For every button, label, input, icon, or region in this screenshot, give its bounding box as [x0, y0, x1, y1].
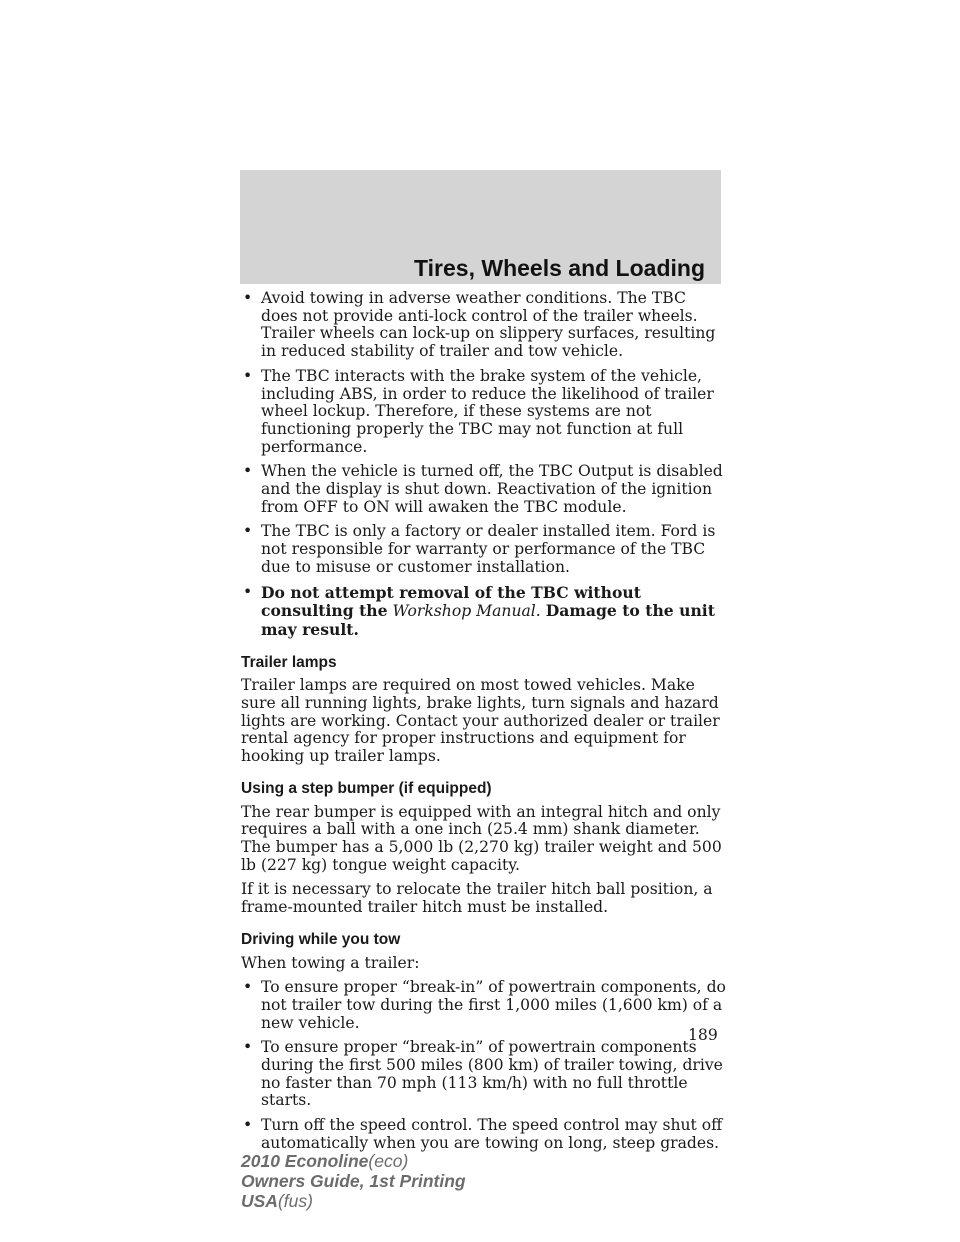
bullet-item: • The TBC interacts with the brake system of the vehicle, including ABS, in order to reduce the likelihood of trailer wheel lockup. Therefore, if these systems are not functioning properly the TBC may not function at full performance.: [241, 368, 727, 457]
chapter-header-band: [240, 170, 721, 284]
trailer-lamps-paragraph: Trailer lamps are required on most towed vehicles. Make sure all running lights, brake lights, turn signals and hazard lights are working. Contact your authorized dealer or trailer rental agency for proper instructions and equipment for hooking up trailer lamps.: [241, 676, 720, 766]
driving-intro: When towing a trailer:: [241, 953, 420, 972]
heading-driving-while-tow: Driving while you tow: [241, 930, 401, 948]
page-number: 189: [688, 1026, 718, 1044]
heading-step-bumper: Using a step bumper (if equipped): [241, 779, 492, 797]
step-bumper-paragraph: The rear bumper is equipped with an integral hitch and only requires a ball with a one inch (25.4 mm) shank diameter. The bumper has a 5,000 lb (2,270 kg) trailer weight and 500 lb (227 kg) tongue weight capacity.: [241, 802, 722, 874]
bullet-item: • Avoid towing in adverse weather conditions. The TBC does not provide anti-lock control of the trailer wheels. Trailer wheels can lock-up on slippery surfaces, resulting in reduced stability of trailer and tow vehicle.: [241, 290, 727, 361]
bullet-item: • To ensure proper “break-in” of powertrain components, do not trailer tow during the first 1,000 miles (1,600 km) of a new vehicle.: [241, 979, 727, 1032]
bullet-item: • To ensure proper “break-in” of powertrain components during the first 500 miles (800 km) of trailer towing, drive no faster than 70 mph (113 km/h) with no full throttle starts.: [241, 1039, 727, 1110]
workshop-manual-reference: Workshop Manual.: [392, 602, 541, 621]
warning-text-end: Damage to the unit may result.: [261, 601, 715, 639]
footer-region-code: (fus): [277, 1191, 313, 1211]
page-content: [241, 290, 727, 1160]
bullet-item: • Turn off the speed control. The speed control may shut off automatically when you are towing on long, steep grades.: [241, 1117, 727, 1152]
step-bumper-paragraph: If it is necessary to relocate the trailer hitch ball position, a frame-mounted trailer hitch must be installed.: [241, 880, 713, 917]
bullet-item: • When the vehicle is turned off, the TBC Output is disabled and the display is shut down. Reactivation of the ignition from OFF to ON will awaken the TBC module.: [241, 463, 727, 516]
footer-region: USA: [241, 1191, 278, 1211]
footer-print-info: [241, 1151, 466, 1211]
footer-model-code: (eco): [368, 1151, 409, 1171]
footer-printing: Owners Guide, 1st Printing: [241, 1171, 466, 1191]
footer-line-region: [241, 1191, 466, 1211]
footer-model: 2010 Econoline: [241, 1151, 369, 1171]
heading-trailer-lamps: Trailer lamps: [241, 653, 337, 671]
chapter-title: Tires, Wheels and Loading: [414, 255, 705, 281]
warning-text-start: Do not attempt removal of the TBC without consulting the: [261, 582, 641, 621]
warning-bullet: [241, 584, 727, 640]
footer-line-model: [241, 1151, 466, 1171]
bullet-item: • The TBC is only a factory or dealer installed item. Ford is not responsible for warranty or performance of the TBC due to misuse or customer installation.: [241, 523, 727, 576]
